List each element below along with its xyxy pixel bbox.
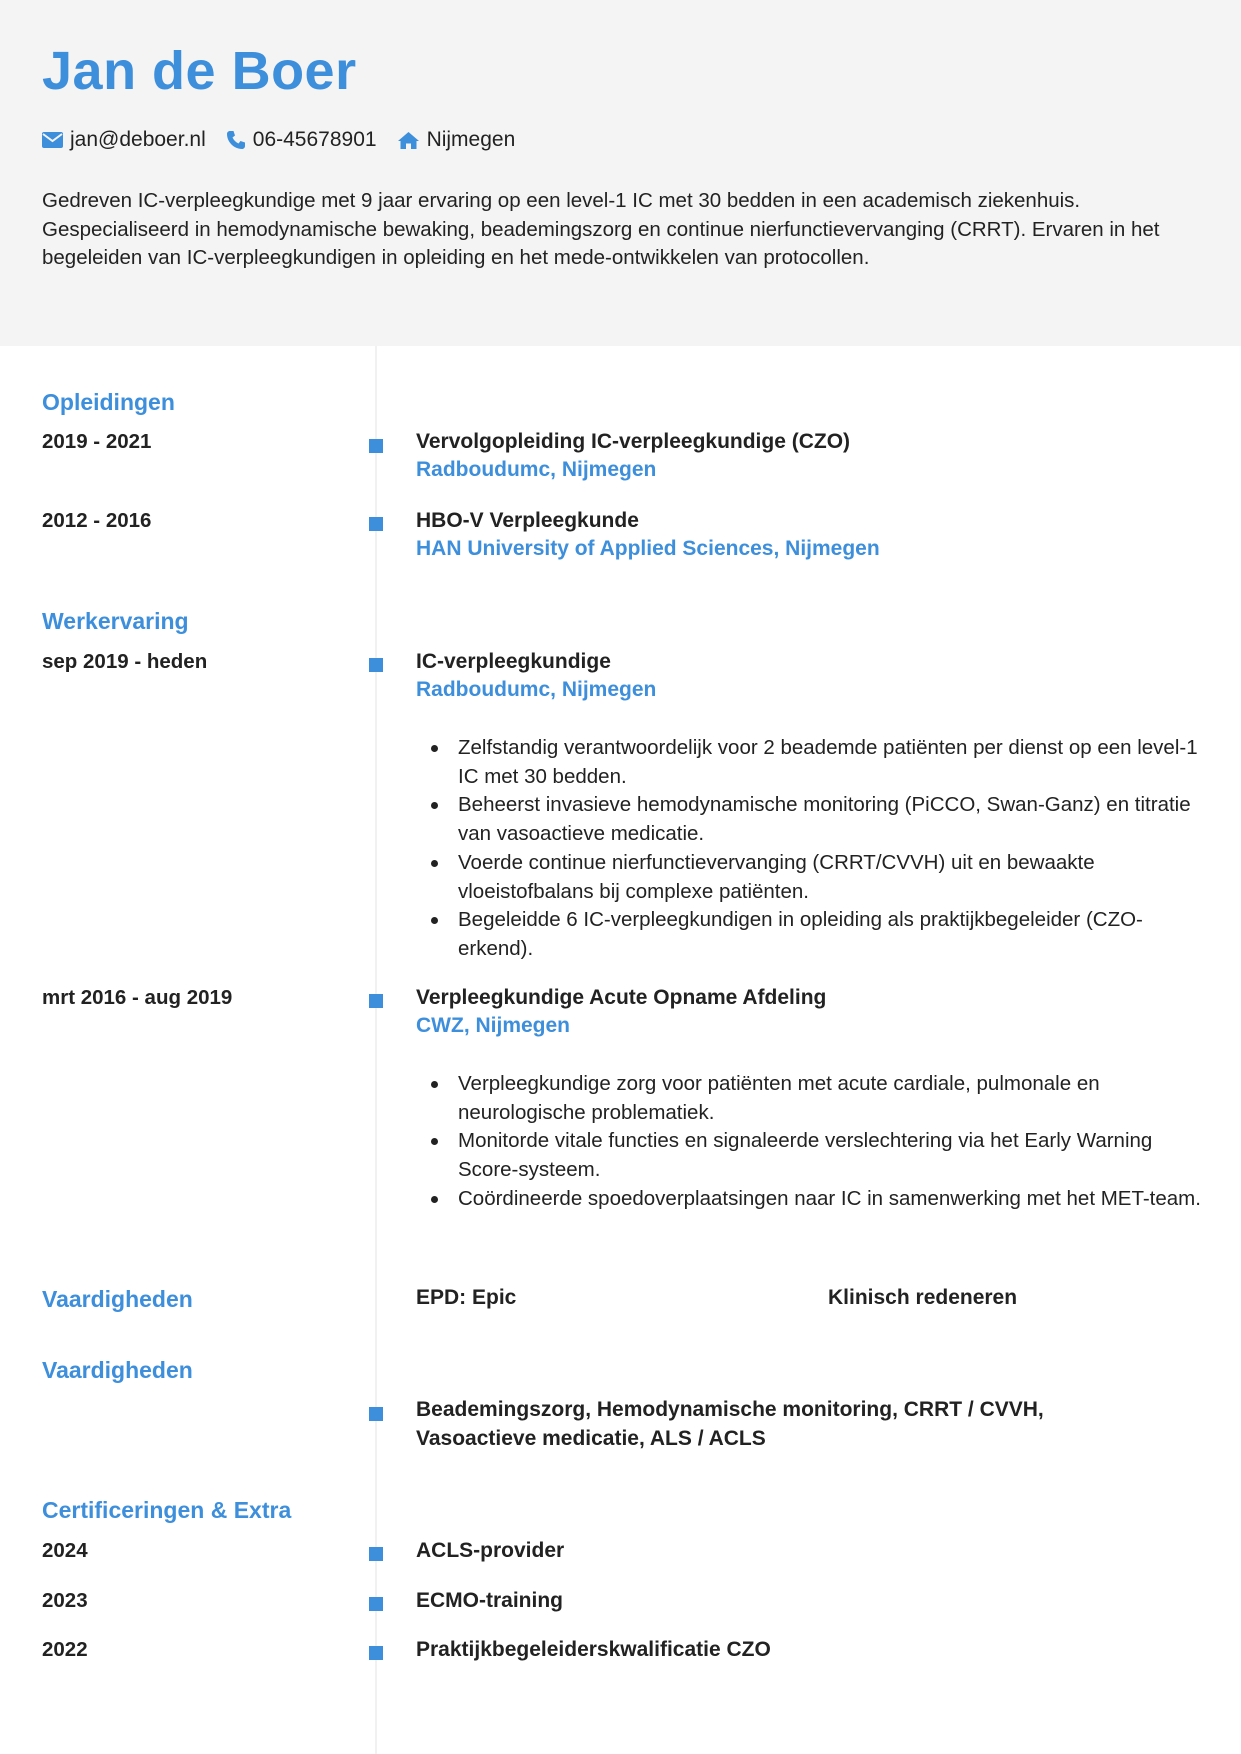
home-icon xyxy=(397,131,420,150)
experience-bullets xyxy=(416,734,1206,964)
contact-phone xyxy=(226,128,377,152)
email-text: jan@deboer.nl xyxy=(70,128,206,151)
city-text: Nijmegen xyxy=(426,128,516,151)
experience-employer: Radboudumc, Nijmegen xyxy=(416,678,657,701)
section-title-education: Opleidingen xyxy=(42,389,175,415)
experience-employer: CWZ, Nijmegen xyxy=(416,1014,571,1037)
contact-city xyxy=(397,128,516,152)
section-title-experience: Werkervaring xyxy=(42,608,189,634)
section-title-certifications: Certificeringen & Extra xyxy=(42,1497,292,1523)
contact-info xyxy=(42,128,535,152)
contact-email xyxy=(42,128,206,152)
certification-date: 2023 xyxy=(42,1589,88,1612)
timeline-marker xyxy=(369,658,383,672)
list-item: Beheerst invasieve hemodynamische monitoring (PiCCO, Swan-Ganz) en titratie van vasoactieve medicatie. xyxy=(416,791,1206,848)
certification-title: ACLS-provider xyxy=(416,1539,565,1562)
certification-date: 2024 xyxy=(42,1539,88,1562)
phone-text: 06-45678901 xyxy=(252,128,377,151)
timeline-marker xyxy=(369,1597,383,1611)
education-date: 2012 - 2016 xyxy=(42,509,152,532)
certification-date: 2022 xyxy=(42,1638,88,1661)
header xyxy=(0,0,1241,346)
timeline-marker xyxy=(369,439,383,453)
education-title: HBO-V Verpleegkunde xyxy=(416,509,639,532)
list-item: Verpleegkundige zorg voor patiënten met acute cardiale, pulmonale en neurologische problematiek. xyxy=(416,1070,1206,1127)
experience-date: sep 2019 - heden xyxy=(42,650,208,673)
envelope-icon xyxy=(42,132,63,148)
timeline-marker xyxy=(369,1646,383,1660)
experience-date: mrt 2016 - aug 2019 xyxy=(42,986,233,1009)
list-item: Zelfstandig verantwoordelijk voor 2 beademde patiënten per dienst op een level-1 IC met 30 bedden. xyxy=(416,734,1206,791)
experience-title: IC-verpleegkundige xyxy=(416,650,611,673)
section-title-skills: Vaardigheden xyxy=(42,1286,193,1312)
timeline-divider xyxy=(375,346,377,1754)
profile-summary: Gedreven IC-verpleegkundige met 9 jaar ervaring op een level-1 IC met 30 bedden in een academisch ziekenhuis. Gespecialiseerd in hemodynamische bewaking, beademingszorg en continue nierfunctievervanging (CRRT). Ervaren in het begeleiden van IC-verpleegkundigen in opleiding en het mede-ontwikkelen van protocollen. xyxy=(42,189,1160,270)
list-item: Voerde continue nierfunctievervanging (CRRT/CVVH) uit en bewaakte vloeistofbalans bij complexe patiënten. xyxy=(416,849,1206,906)
timeline-marker xyxy=(369,1407,383,1421)
candidate-name: Jan de Boer xyxy=(42,41,357,101)
timeline-marker xyxy=(369,994,383,1008)
skill-item: EPD: Epic xyxy=(416,1286,517,1309)
list-item: Coördineerde spoedoverplaatsingen naar IC in samenwerking met het MET-team. xyxy=(416,1185,1206,1214)
certification-title: Praktijkbegeleiderskwalificatie CZO xyxy=(416,1638,771,1661)
timeline-marker xyxy=(369,517,383,531)
experience-bullets xyxy=(416,1070,1206,1214)
education-institution: Radboudumc, Nijmegen xyxy=(416,458,657,481)
skills-list: Beademingszorg, Hemodynamische monitoring, CRRT / CVVH, Vasoactieve medicatie, ALS / ACLS xyxy=(416,1398,1044,1450)
education-title: Vervolgopleiding IC-verpleegkundige (CZO) xyxy=(416,430,851,453)
certification-title: ECMO-training xyxy=(416,1589,563,1612)
education-date: 2019 - 2021 xyxy=(42,430,152,453)
experience-title: Verpleegkundige Acute Opname Afdeling xyxy=(416,986,827,1009)
list-item: Monitorde vitale functies en signaleerde verslechtering via het Early Warning Score-systeem. xyxy=(416,1127,1206,1184)
skill-item: Klinisch redeneren xyxy=(828,1286,1018,1309)
timeline-marker xyxy=(369,1547,383,1561)
education-institution: HAN University of Applied Sciences, Nijmegen xyxy=(416,537,880,560)
section-title-skills: Vaardigheden xyxy=(42,1357,193,1383)
phone-icon xyxy=(226,130,246,150)
list-item: Begeleidde 6 IC-verpleegkundigen in opleiding als praktijkbegeleider (CZO-erkend). xyxy=(416,906,1206,963)
